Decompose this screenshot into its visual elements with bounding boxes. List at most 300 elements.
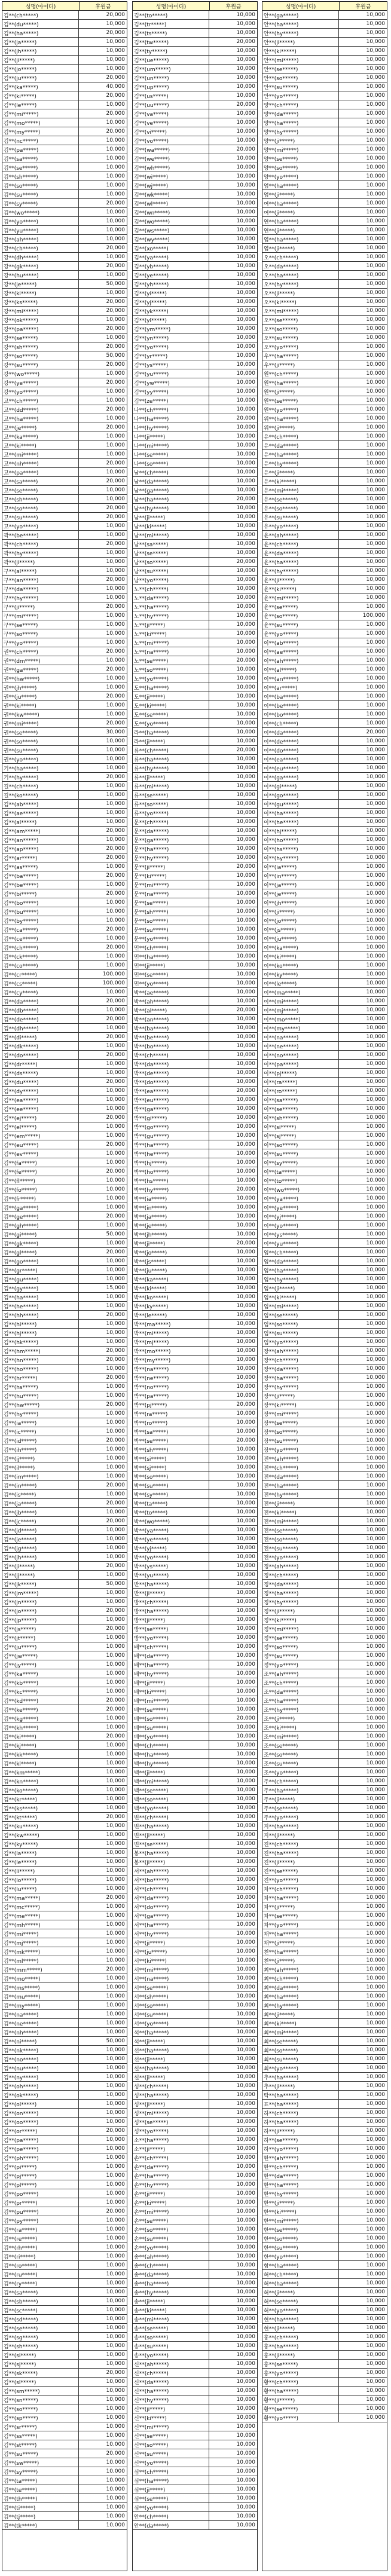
table-row <box>133 2216 257 2225</box>
table-row <box>133 2458 257 2467</box>
donor-name: 이**(mj*****) <box>262 1006 339 1014</box>
donor-name: 김**(do*****) <box>2 1051 79 1059</box>
donation-amount: 10,000 <box>366 2190 385 2196</box>
donation-amount: 10,000 <box>236 998 255 1004</box>
table-row <box>133 1651 257 1660</box>
donation-amount: 10,000 <box>236 442 255 448</box>
donation-amount: 10,000 <box>106 1931 125 1936</box>
table-row <box>262 2252 387 2261</box>
donation-amount: 20,000 <box>106 855 125 861</box>
table-row <box>262 1373 387 1382</box>
donor-name: 양**(ch*****) <box>262 100 339 109</box>
table-row <box>262 791 387 800</box>
donor-name: 정**(ch*****) <box>262 1571 339 1579</box>
table-row <box>133 2396 257 2404</box>
donation-amount: 10,000 <box>106 2262 125 2268</box>
table-row <box>2 11 127 20</box>
donor-name: 김**(lo*****) <box>2 1876 79 1884</box>
table-row <box>262 91 387 100</box>
donor-name: 김**(mi*****) <box>2 1929 79 1938</box>
donor-name: 이**(mi*****) <box>262 997 339 1005</box>
table-row <box>262 1185 387 1194</box>
donor-name: 권**(su*****) <box>2 746 79 754</box>
table-row <box>133 1562 257 1571</box>
donor-name: 석**(ji*****) <box>133 2037 209 2045</box>
table-row <box>2 2342 127 2351</box>
donor-name: 권**(jh*****) <box>2 683 79 692</box>
donation-amount: 10,000 <box>236 1330 255 1336</box>
donation-amount: 10,000 <box>106 1204 125 1210</box>
donation-amount: 10,000 <box>366 586 385 592</box>
donor-name: 김**(ri*****) <box>2 2252 79 2260</box>
donation-amount: 10,000 <box>106 2047 125 2053</box>
donor-name: 강**(wo*****) <box>2 369 79 378</box>
donation-amount: 10,000 <box>366 1455 385 1461</box>
donor-name: 박**(ka*****) <box>133 1275 209 1283</box>
table-row <box>2 235 127 244</box>
donor-name: 이**(jo*****) <box>262 916 339 925</box>
donor-name: 김**(hh*****) <box>2 1311 79 1319</box>
donation-amount: 20,000 <box>106 1697 125 1703</box>
table-row <box>2 845 127 853</box>
donor-name: 서**(da*****) <box>133 1893 209 1902</box>
table-row <box>2 737 127 746</box>
donation-amount: 10,000 <box>236 1742 255 1748</box>
donation-amount: 10,000 <box>366 792 385 798</box>
donation-amount: 10,000 <box>106 1877 125 1883</box>
donor-name: 설**(ji*****) <box>133 2073 209 2081</box>
donor-name: 이**(ho*****) <box>262 836 339 844</box>
donation-amount: 10,000 <box>236 1070 255 1076</box>
donation-amount: 10,000 <box>366 2110 385 2116</box>
donation-amount: 20,000 <box>106 1079 125 1085</box>
donor-name: 김**(pi*****) <box>2 2162 79 2171</box>
table-row <box>2 199 127 208</box>
donation-amount: 10,000 <box>236 2343 255 2349</box>
donor-name: 이**(ko*****) <box>262 961 339 969</box>
table-row <box>133 853 257 862</box>
donation-amount: 10,000 <box>106 2226 125 2232</box>
table-row <box>2 2396 127 2404</box>
donation-amount: 10,000 <box>106 388 125 394</box>
table-row <box>262 1983 387 1992</box>
donation-amount: 10,000 <box>106 66 125 72</box>
donor-name: 허**(ha*****) <box>262 2279 339 2287</box>
donation-amount: 20,000 <box>106 1563 125 1569</box>
donation-amount: 10,000 <box>366 1931 385 1936</box>
donation-amount: 10,000 <box>106 2101 125 2107</box>
table-row <box>2 1338 127 1347</box>
table-row <box>2 620 127 629</box>
table-row <box>133 1087 257 1096</box>
donor-name: 김**(gk*****) <box>2 1239 79 1247</box>
donor-name: 강**(gk*****) <box>2 262 79 270</box>
donation-amount: 10,000 <box>236 1025 255 1031</box>
donation-amount: 10,000 <box>366 1276 385 1282</box>
donor-name: 고**(ha*****) <box>2 414 79 423</box>
donor-name: 배**(yo*****) <box>133 1732 209 1740</box>
donor-name: 곽**(be*****) <box>2 531 79 539</box>
table-row <box>133 1580 257 1589</box>
donor-name: 이**(jh*****) <box>262 898 339 907</box>
donation-amount: 10,000 <box>236 2513 255 2519</box>
donation-amount: 10,000 <box>106 2074 125 2080</box>
table-row <box>2 38 127 47</box>
donor-name: 안**(mi*****) <box>262 56 339 64</box>
table-row <box>2 65 127 74</box>
donation-amount: 10,000 <box>106 1653 125 1659</box>
donation-amount: 10,000 <box>236 1061 255 1067</box>
donation-amount: 20,000 <box>106 774 125 780</box>
table-row <box>2 1302 127 1311</box>
donor-name: 최**(ah*****) <box>262 1965 339 1974</box>
donation-amount: 10,000 <box>236 2119 255 2125</box>
donation-amount: 10,000 <box>106 1267 125 1273</box>
table-row <box>2 136 127 145</box>
donor-name: 김**(kl*****) <box>2 1759 79 1767</box>
table-row <box>133 1463 257 1472</box>
table-row <box>2 1831 127 1840</box>
donation-amount: 10,000 <box>236 1796 255 1802</box>
table-row <box>2 1212 127 1221</box>
table-row <box>262 1768 387 1777</box>
donor-name: 김**(ae*****) <box>2 809 79 817</box>
donor-name: 이**(ha*****) <box>262 809 339 817</box>
donation-amount: 10,000 <box>106 2352 125 2358</box>
table-row <box>133 1786 257 1795</box>
donor-name: 김**(hy*****) <box>2 1409 79 1418</box>
table-row <box>262 836 387 845</box>
donor-name: 김**(kg*****) <box>2 1714 79 1723</box>
donation-amount: 10,000 <box>366 1267 385 1273</box>
donor-name: 김**(yl*****) <box>133 316 209 324</box>
donation-amount: 10,000 <box>366 514 385 520</box>
donor-name: 허**(ch*****) <box>262 2270 339 2278</box>
donor-name: 안**(su*****) <box>262 82 339 91</box>
donation-amount: 10,000 <box>236 299 255 305</box>
table-row <box>262 800 387 809</box>
donor-name: 강**(su*****) <box>2 360 79 369</box>
table-row <box>262 2127 387 2136</box>
table-row <box>262 1499 387 1508</box>
table-row <box>133 1840 257 1849</box>
donation-amount: 10,000 <box>366 281 385 287</box>
table-row <box>2 1642 127 1651</box>
donation-amount: 10,000 <box>236 622 255 628</box>
donor-name: 김**(va*****) <box>133 109 209 118</box>
donor-name: 문**(su*****) <box>133 925 209 934</box>
table-row <box>133 1275 257 1284</box>
donor-name: 주**(ch*****) <box>262 1777 339 1785</box>
table-row <box>262 2261 387 2270</box>
table-row <box>133 683 257 692</box>
donation-amount: 10,000 <box>366 218 385 224</box>
donation-amount: 10,000 <box>106 2217 125 2223</box>
table-row <box>262 907 387 916</box>
donor-name: 박**(sh*****) <box>133 1445 209 1454</box>
donation-amount: 10,000 <box>366 2298 385 2304</box>
donor-name: 박**(in*****) <box>133 1203 209 1211</box>
table-row <box>262 1239 387 1248</box>
donor-name: 구**(da*****) <box>2 585 79 593</box>
table-row <box>133 2001 257 2010</box>
table-row <box>2 1266 127 1275</box>
table-row <box>2 1436 127 1445</box>
donor-name: 전**(da*****) <box>262 1472 339 1480</box>
donor-name: 주**(se*****) <box>262 1804 339 1812</box>
donation-amount: 20,000 <box>106 666 125 672</box>
table-row <box>262 629 387 638</box>
table-row <box>133 602 257 611</box>
donor-name: 김**(wo*****) <box>133 217 209 225</box>
donor-name: 안**(ha*****) <box>262 20 339 28</box>
table-row <box>2 692 127 701</box>
donation-amount: 10,000 <box>366 1411 385 1417</box>
donation-amount: 10,000 <box>366 129 385 134</box>
table-row <box>262 2225 387 2234</box>
table-row <box>262 1831 387 1840</box>
donor-name: 원**(ha*****) <box>262 378 339 387</box>
donation-amount: 10,000 <box>366 164 385 170</box>
donor-name: 김**(kj*****) <box>2 1741 79 1749</box>
donor-name: 이**(ky*****) <box>262 970 339 978</box>
donor-name: 채**(ji*****) <box>262 1938 339 1947</box>
table-row <box>2 1293 127 1302</box>
table-row <box>2 423 127 432</box>
table-row <box>262 2180 387 2189</box>
donor-name: 김**(le*****) <box>2 1858 79 1866</box>
donation-amount: 10,000 <box>236 1984 255 1990</box>
donor-name: 우**(ha*****) <box>262 351 339 360</box>
donor-name: 원**(yo*****) <box>262 405 339 414</box>
donation-amount: 10,000 <box>366 837 385 843</box>
donor-name: 김**(jo*****) <box>2 1607 79 1615</box>
table-row <box>133 271 257 280</box>
donor-name: 김**(jh*****) <box>2 47 79 55</box>
donor-name: 권**(ga*****) <box>2 665 79 674</box>
table-row <box>2 1571 127 1580</box>
donor-name: 남**(hy*****) <box>133 504 209 512</box>
donor-name: 홍**(ji*****) <box>262 2351 339 2359</box>
table-row <box>133 226 257 235</box>
table-row <box>262 387 387 396</box>
donor-name: 윤**(so*****) <box>262 611 339 620</box>
donor-name: 김**(is*****) <box>2 1490 79 1498</box>
table-row <box>2 925 127 934</box>
donation-amount: 10,000 <box>236 209 255 215</box>
table-row <box>133 1616 257 1624</box>
donor-name: 김**(an*****) <box>2 836 79 844</box>
donation-amount: 10,000 <box>366 478 385 484</box>
donation-amount: 10,000 <box>236 2038 255 2044</box>
donor-name: 김**(la*****) <box>2 1849 79 1857</box>
table-row <box>133 1257 257 1266</box>
table-row <box>262 558 387 567</box>
donation-amount: 10,000 <box>236 478 255 484</box>
table-row <box>2 647 127 656</box>
donation-amount: 10,000 <box>366 335 385 341</box>
donor-name: 김**(on*****) <box>2 2109 79 2117</box>
donor-name: 김**(go*****) <box>2 1257 79 1265</box>
donation-amount: 10,000 <box>106 146 125 152</box>
table-row <box>2 1365 127 1373</box>
donation-amount: 10,000 <box>106 1411 125 1417</box>
table-row <box>2 593 127 602</box>
table-row <box>2 1884 127 1893</box>
table-row <box>262 1920 387 1929</box>
donor-name: 정**(ha*****) <box>262 1589 339 1597</box>
donation-amount: 10,000 <box>236 1321 255 1327</box>
donor-name: 김**(ev*****) <box>2 1149 79 1158</box>
donation-amount: 20,000 <box>236 747 255 753</box>
donation-amount: 10,000 <box>236 541 255 547</box>
donation-amount: 10,000 <box>366 1473 385 1479</box>
donation-amount: 10,000 <box>106 1590 125 1596</box>
donor-name: 이**(ro*****) <box>262 1087 339 1095</box>
donation-amount: 10,000 <box>236 406 255 412</box>
donation-amount: 10,000 <box>236 57 255 63</box>
donor-name: 나**(se*****) <box>133 450 209 458</box>
table-row <box>2 2010 127 2019</box>
donation-amount: 20,000 <box>236 1088 255 1094</box>
donation-amount: 10,000 <box>236 2262 255 2268</box>
table-row <box>2 585 127 593</box>
donor-name: 박**(bo*****) <box>133 1042 209 1050</box>
donor-name: 변**(se*****) <box>133 1840 209 1848</box>
table-row <box>133 2351 257 2360</box>
donation-amount: 20,000 <box>106 75 125 81</box>
table-row <box>2 1463 127 1472</box>
donation-amount: 10,000 <box>236 1948 255 1954</box>
table-row <box>2 325 127 334</box>
table-row <box>262 1947 387 1956</box>
donation-amount: 10,000 <box>366 2020 385 2026</box>
table-row <box>133 836 257 845</box>
table-row <box>2 2494 127 2503</box>
donation-amount: 10,000 <box>366 774 385 780</box>
donation-amount: 10,000 <box>236 254 255 260</box>
table-row <box>133 199 257 208</box>
donation-amount: 10,000 <box>366 1877 385 1883</box>
donation-amount: 10,000 <box>106 2155 125 2161</box>
donor-name: 한**(yo*****) <box>262 2252 339 2260</box>
table-row <box>262 1759 387 1768</box>
donation-amount: 10,000 <box>366 2164 385 2170</box>
donor-name: 김**(wo*****) <box>2 208 79 216</box>
donor-name: 장**(mi*****) <box>262 1409 339 1418</box>
donor-name: 김**(gi*****) <box>2 1230 79 1238</box>
donation-amount: 20,000 <box>106 2450 125 2456</box>
donor-name: 손**(ki*****) <box>133 2198 209 2207</box>
donor-name: 전**(ah*****) <box>262 1454 339 1463</box>
donor-name: 김**(hi*****) <box>2 1320 79 1328</box>
donation-amount: 10,000 <box>236 1913 255 1919</box>
donor-name: 김**(ku*****) <box>2 1822 79 1830</box>
table-row <box>133 567 257 576</box>
donation-amount: 10,000 <box>366 1948 385 1954</box>
donation-amount: 10,000 <box>236 245 255 251</box>
table-row <box>2 1992 127 2001</box>
donation-amount: 10,000 <box>366 1671 385 1676</box>
donation-amount: 10,000 <box>366 1482 385 1488</box>
donation-amount: 10,000 <box>236 2110 255 2116</box>
table-row <box>2 2216 127 2225</box>
donation-amount: 10,000 <box>106 1868 125 1874</box>
donor-name: 안**(hy*****) <box>262 29 339 37</box>
table-row <box>2 567 127 576</box>
donation-amount: 10,000 <box>106 640 125 645</box>
table-row <box>2 2189 127 2198</box>
table-row <box>133 1741 257 1750</box>
donation-amount: 10,000 <box>236 2504 255 2510</box>
table-row <box>2 1947 127 1956</box>
table-row <box>262 1087 387 1096</box>
donation-amount: 15,000 <box>106 1285 125 1291</box>
table-row <box>2 809 127 818</box>
donor-name: 강**(dh*****) <box>2 253 79 261</box>
donation-amount: 10,000 <box>366 917 385 923</box>
donor-name: 김**(dr*****) <box>2 1060 79 1068</box>
donation-amount: 20,000 <box>106 1016 125 1022</box>
donor-name: 김**(uu*****) <box>133 100 209 109</box>
table-row <box>262 486 387 495</box>
donation-amount: 10,000 <box>106 2397 125 2403</box>
table-row <box>262 1642 387 1651</box>
donor-name: 박**(le*****) <box>133 1311 209 1319</box>
donor-name: 배**(se*****) <box>133 1705 209 1714</box>
table-row <box>2 1158 127 1167</box>
donation-amount: 10,000 <box>106 2244 125 2250</box>
donation-amount: 10,000 <box>236 2450 255 2456</box>
donation-amount: 10,000 <box>106 2056 125 2062</box>
donor-name: 김**(ma*****) <box>2 1893 79 1902</box>
donor-name: 김**(ss*****) <box>2 2431 79 2440</box>
donor-name: 김**(pa*****) <box>2 145 79 154</box>
donor-name: 김**(to*****) <box>133 11 209 19</box>
table-row <box>133 1221 257 1230</box>
donor-name: 문**(mi*****) <box>133 880 209 889</box>
donor-name: 이**(ia*****) <box>262 862 339 871</box>
donation-amount: 10,000 <box>366 2361 385 2367</box>
donation-amount: 10,000 <box>236 756 255 762</box>
table-row <box>262 118 387 127</box>
table-row <box>133 190 257 199</box>
table-row <box>262 2216 387 2225</box>
donation-amount: 10,000 <box>236 720 255 726</box>
table-row <box>133 925 257 934</box>
donor-name: 김**(cs*****) <box>2 979 79 987</box>
table-row <box>262 1382 387 1391</box>
table-row <box>262 334 387 342</box>
donor-name: 홍**(ha*****) <box>262 2342 339 2350</box>
donor-name: 김**(ve*****) <box>133 118 209 127</box>
donation-amount: 10,000 <box>106 2020 125 2026</box>
donation-amount: 10,000 <box>366 1787 385 1793</box>
donor-name: 김**(ho*****) <box>2 1365 79 1373</box>
table-row <box>133 701 257 710</box>
donation-amount: 10,000 <box>236 1482 255 1488</box>
donation-amount: 10,000 <box>366 935 385 941</box>
table-row <box>262 1517 387 1526</box>
donor-name: 김**(jw*****) <box>2 1651 79 1660</box>
donor-name: 최**(ch*****) <box>262 1974 339 1983</box>
table-row <box>2 2234 127 2243</box>
table-row <box>262 683 387 692</box>
table-row <box>133 737 257 746</box>
donor-name: 심**(se*****) <box>133 2494 209 2502</box>
donor-name: 김**(mu*****) <box>2 1992 79 2000</box>
donation-amount: 10,000 <box>236 1177 255 1183</box>
